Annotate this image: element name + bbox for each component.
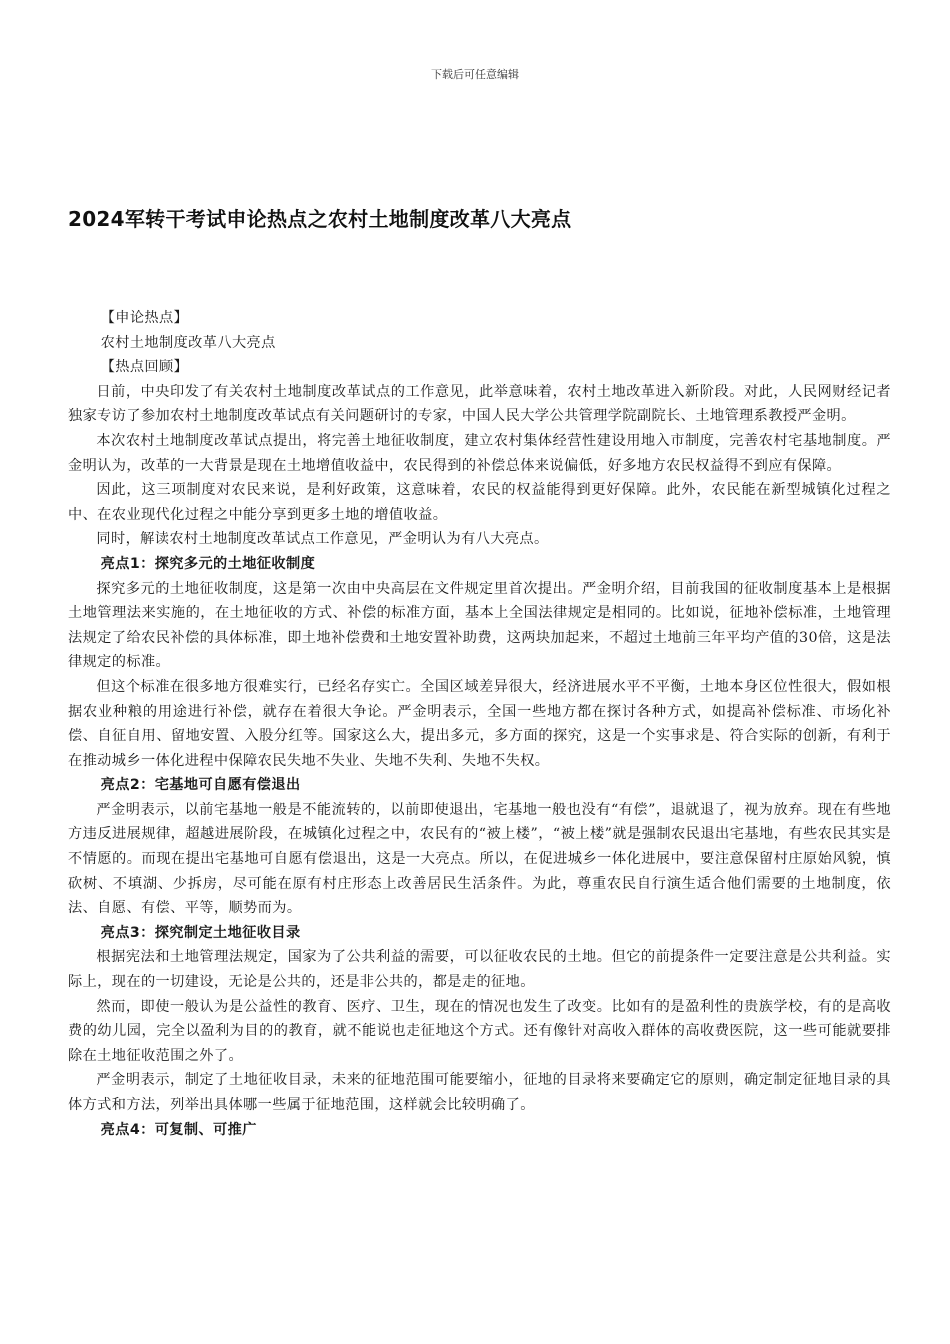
topic-line: 农村土地制度改革八大亮点 <box>100 334 276 351</box>
paragraph: 探究多元的土地征收制度，这是第一次由中央高层在文件规定里首次提出。严金明介绍，目前我国的征收制度基本上是根据土地管理法来实施的，在土地征收的方式、补偿的标准方面，基本上全国法律规定是相同的。比如说，征地补偿标准，土地管理法规定了给农民补偿的具体标准，即土地补偿费和土地安置补助费，这两块加起来，不超过土地前三年平均产值的30倍，这是法律规定的标准。 <box>68 580 891 671</box>
paragraph: 本次农村土地制度改革试点提出，将完善土地征收制度，建立农村集体经营性建设用地入市制度，完善农村宅基地制度。严金明认为，改革的一大背景是现在土地增值收益中，农民得到的补偿总体来说偏低，好多地方农民权益得不到应有保障。 <box>68 432 891 474</box>
paragraph: 严金明表示，以前宅基地一般是不能流转的，以前即使退出，宅基地一般也没有“有偿”，退就退了，视为放弃。现在有些地方违反进展规律，超越进展阶段，在城镇化过程之中，农民有的“被上楼”，“被上楼”就是强制农民退出宅基地，有些农民其实是不情愿的。而现在提出宅基地可自愿有偿退出，这是一大亮点。所以，在促进城乡一体化进展中，要注意保留村庄原始风貌，慎砍树、不填湖、少拆房，尽可能在原有村庄形态上改善居民生活条件。为此，尊重农民自行演生适合他们需要的土地制度，依法、自愿、有偿、平等，顺势而为。 <box>68 801 891 917</box>
highlight-heading: 亮点2：宅基地可自愿有偿退出 <box>100 777 301 794</box>
paragraph: 日前，中央印发了有关农村土地制度改革试点的工作意见，此举意味着，农村土地改革进入新阶段。对此，人民网财经记者独家专访了参加农村土地制度改革试点有关问题研讨的专家，中国人民大学公共管理学院副院长、土地管理系教授严金明。 <box>68 383 891 425</box>
paragraph: 严金明表示，制定了土地征收目录，未来的征地范围可能要缩小，征地的目录将来要确定它的原则，确定制定征地目录的具体方式和方法，列举出具体哪一些属于征地范围，这样就会比较明确了。 <box>68 1072 891 1113</box>
document-title: 2024军转干考试申论热点之农村土地制度改革八大亮点 <box>68 207 572 231</box>
paragraph: 但这个标准在很多地方很难实行，已经名存实亡。全国区域差异很大，经济进展水平不平衡，土地本身区位性很大，假如根据农业种粮的用途进行补偿，就存在着很大争论。严金明表示，全国一些地方都在探讨各种方式，如提高补偿标准、市场化补偿、自征自用、留地安置、入股分红等。国家这么大，提出多元，多方面的探究，这是一个实事求是、符合实际的创新，有利于在推动城乡一体化进程中保障农民失地不失业、失地不失利、失地不失权。 <box>68 678 891 769</box>
paragraph: 同时，解读农村土地制度改革试点工作意见，严金明认为有八大亮点。 <box>96 531 549 548</box>
header-note: 下载后可任意编辑 <box>431 68 519 81</box>
highlight-heading: 亮点3：探究制定土地征收目录 <box>100 924 301 941</box>
paragraph: 根据宪法和土地管理法规定，国家为了公共利益的需要，可以征收农民的土地。但它的前提条件一定要注意是公共利益。实际上，现在的一切建设，无论是公共的，还是非公共的，都是走的征地。 <box>68 949 891 991</box>
paragraph: 然而，即使一般认为是公益性的教育、医疗、卫生，现在的情况也发生了改变。比如有的是盈利性的贵族学校，有的是高收费的幼儿园，完全以盈利为目的的教育，就不能说也走征地这个方式。还有像针对高收入群体的高收费医院，这一些可能就要排除在土地征收范围之外了。 <box>68 998 891 1064</box>
section-tag: 【热点回顾】 <box>100 359 189 376</box>
section-tag: 【申论热点】 <box>100 310 189 326</box>
article-body <box>68 306 891 1142</box>
highlight-heading: 亮点1：探究多元的土地征收制度 <box>100 555 316 572</box>
paragraph: 因此，这三项制度对农民来说，是利好政策，这意味着，农民的权益能得到更好保障。此外，农民能在新型城镇化过程之中、在农业现代化过程之中能分享到更多土地的增值收益。 <box>68 482 891 523</box>
highlight-heading: 亮点4：可复制、可推广 <box>100 1121 257 1138</box>
